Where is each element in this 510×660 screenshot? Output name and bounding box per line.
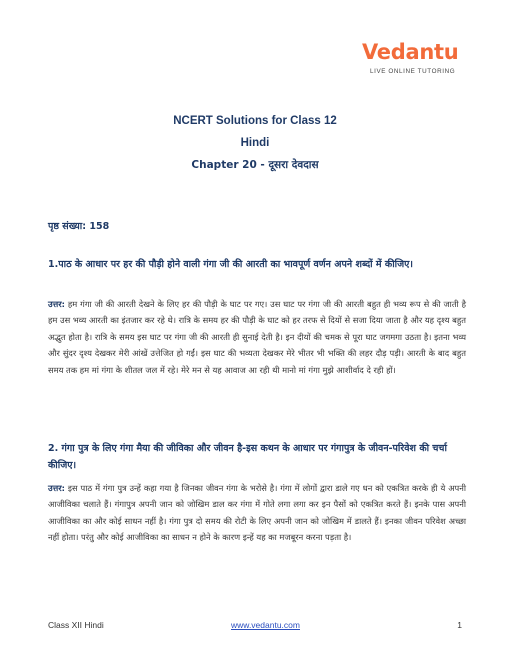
answer-label: उत्तर: <box>48 299 65 309</box>
footer-website-link[interactable]: www.vedantu.com <box>231 620 300 630</box>
question-1: 1.पाठ के आधार पर हर की पौड़ी होने वाली गंगा जी की आरती का भावपूर्ण वर्णन अपने शब्दों में कीजिए। <box>48 259 414 270</box>
answer-text: इस पाठ में गंगा पुत्र उन्हें कहा गया है जिनका जीवन गंगा के भरोसे है। गंगा में लोगों द्वारा डाले गए धन को एकत्रित करके ही ये अपनी आजीविका चलाते हैं। गंगापुत्र अपनी जान को जोखिम डाल कर गंगा में गोते लगा लगा कर इन पैसों को एकत्रित करते हैं। इनके पास अपनी आजीविका का और कोई साधन नहीं है। गंगा पुत्र दो समय की रोटी के लिए अपनी जान को जोखिम में डालते हैं। इनका जीवन परिवेश अच्छा नहीं होता। परंतु और कोई आजीविका का साधन न होने के कारण इन्हें यह का मजबूरन करना पड़ता है। <box>48 483 466 543</box>
page-footer <box>48 620 462 634</box>
logo-tagline: LIVE ONLINE TUTORING <box>370 68 456 75</box>
chapter-title: Chapter 20 - दूसरा देवदास <box>191 159 319 171</box>
question-2: 2. गंगा पुत्र के लिए गंगा मैया की जीविका और जीवन है-इस कथन के आधार पर गंगापुत्र के जीवन-परिवेश की चर्चा कीजिए। <box>48 443 447 471</box>
answer-label: उत्तर: <box>48 483 65 493</box>
answer-text: हम गंगा जी की आरती देखने के लिए हर की पौड़ी के घाट पर गए। उस घाट पर गंगा जी की आरती बहुत ही भव्य रूप से की जाती है हम उस भव्य आरती का इंतजार कर रहे थे। रात्रि के समय हर की पौड़ी के घाट को हर तरफ से दियों से सजा दिया जाता है और यह दृश्य बहुत अद्भुत होता है। रात्रि के समय इस घाट पर गंगा जी की आरती ही सुनाई देती है। इन दीयों की चमक से पूरा घाट जगमगा उठता है। इतना भव्य और सुंदर दृश्य देखकर मेरी आंखें उत्तेजित हो गईं। इस घाट की भव्यता देखकर मेरे भीतर भी भक्ति की लहर दौड़ पड़ी। आरती के बाद बहुत समय तक हम मां गंगा के शीतल जल में रहे। मेरे मन से यह आवाज आ रही थी मानो मां गंगा मुझे आशीर्वाद दे रही हों। <box>48 299 466 375</box>
page-number-label: पृष्ठ संख्या: 158 <box>48 221 110 232</box>
document-title: NCERT Solutions for Class 12 <box>173 115 337 127</box>
footer-page-number: 1 <box>457 620 462 630</box>
footer-class-label: Class XII Hindi <box>48 620 104 630</box>
answer-2 <box>48 480 466 546</box>
answer-1 <box>48 296 466 378</box>
logo-wordmark: Vedantu <box>362 40 459 64</box>
document-title-block <box>0 110 510 176</box>
subject-title: Hindi <box>240 137 270 149</box>
vedantu-logo <box>352 40 462 84</box>
